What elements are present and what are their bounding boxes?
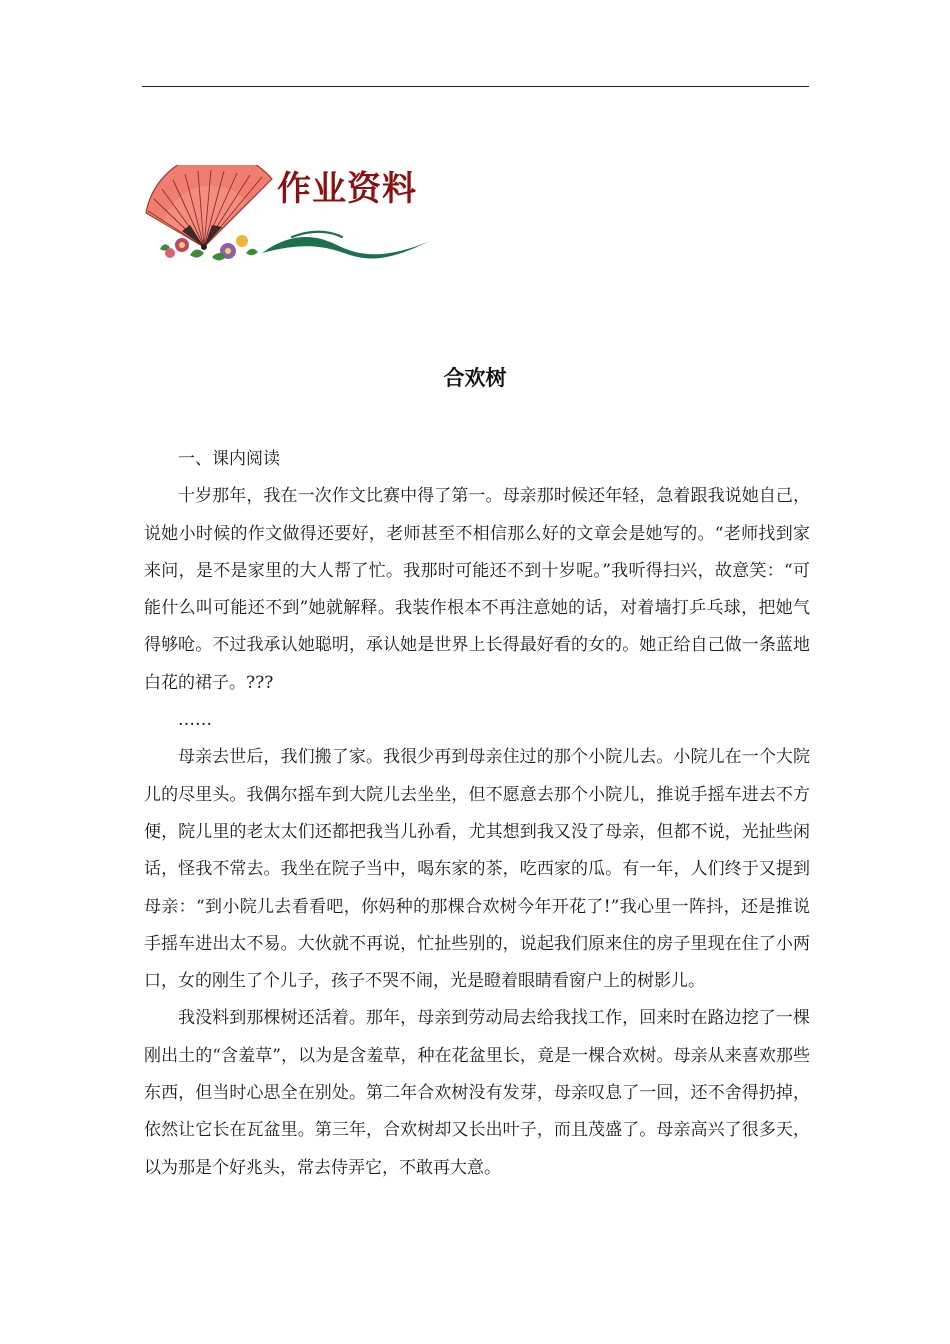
header-rule xyxy=(142,86,809,87)
paragraph-3: 我没料到那棵树还活着。那年，母亲到劳动局去给我找工作，回来时在路边挖了一棵刚出土的“含羞草”，以为是含羞草，种在花盆里长，竟是一棵合欢树。母亲从来喜欢那些东西，但当时心思全在别处。第二年合欢树没有发芽，母亲叹息了一回，还不舍得扔掉，依然让它长在瓦盆里。第三年，合欢树却又长出叶子，而且茂盛了。母亲高兴了很多天，以为那是个好兆头，常去侍弄它，不敢再大意。 xyxy=(144,1008,810,1178)
logo-title: 作业资料 xyxy=(277,169,417,209)
green-wave-icon xyxy=(262,232,430,259)
ellipsis-line: …… xyxy=(178,710,212,731)
document-title: 合欢树 xyxy=(443,366,507,390)
paragraph-1: 十岁那年，我在一次作文比赛中得了第一。母亲那时候还年轻，急着跟我说她自己，说她小时候的作文做得还要好，老师甚至不相信那么好的文章会是她写的。“老师找到家来问，是不是家里的大人帮了忙。我那时可能还不到十岁呢。”我听得扫兴，故意笑：“可能什么叫可能还不到”她就解释。我装作根本不再注意她的话，对着墙打乒乓球，把她气得够呛。不过我承认她聪明，承认她是世界上长得最好看的女的。她正给自己做一条蓝地白花的裙子。??? xyxy=(144,486,810,693)
document-body xyxy=(144,441,810,1187)
paragraph-2: 母亲去世后，我们搬了家。我很少再到母亲住过的那个小院儿去。小院儿在一个大院儿的尽里头。我偶尔摇车到大院儿去坐坐，但不愿意去那个小院儿，推说手摇车进去不方便，院儿里的老太太们还都把我当儿孙看，尤其想到我又没了母亲，但都不说，光扯些闲话，怪我不常去。我坐在院子当中，喝东家的茶，吃西家的瓜。有一年，人们终于又提到母亲：“到小院儿去看看吧，你妈种的那棵合欢树今年开花了!”我心里一阵抖，还是推说手摇车进出太不易。大伙就不再说，忙扯些别的，说起我们原来住的房子里现在住了小两口，女的刚生了个儿子，孩子不哭不闹，光是瞪着眼睛看窗户上的树影儿。 xyxy=(144,747,810,992)
section-heading: 一、课内阅读 xyxy=(178,449,280,469)
folding-fan-icon xyxy=(146,165,272,250)
